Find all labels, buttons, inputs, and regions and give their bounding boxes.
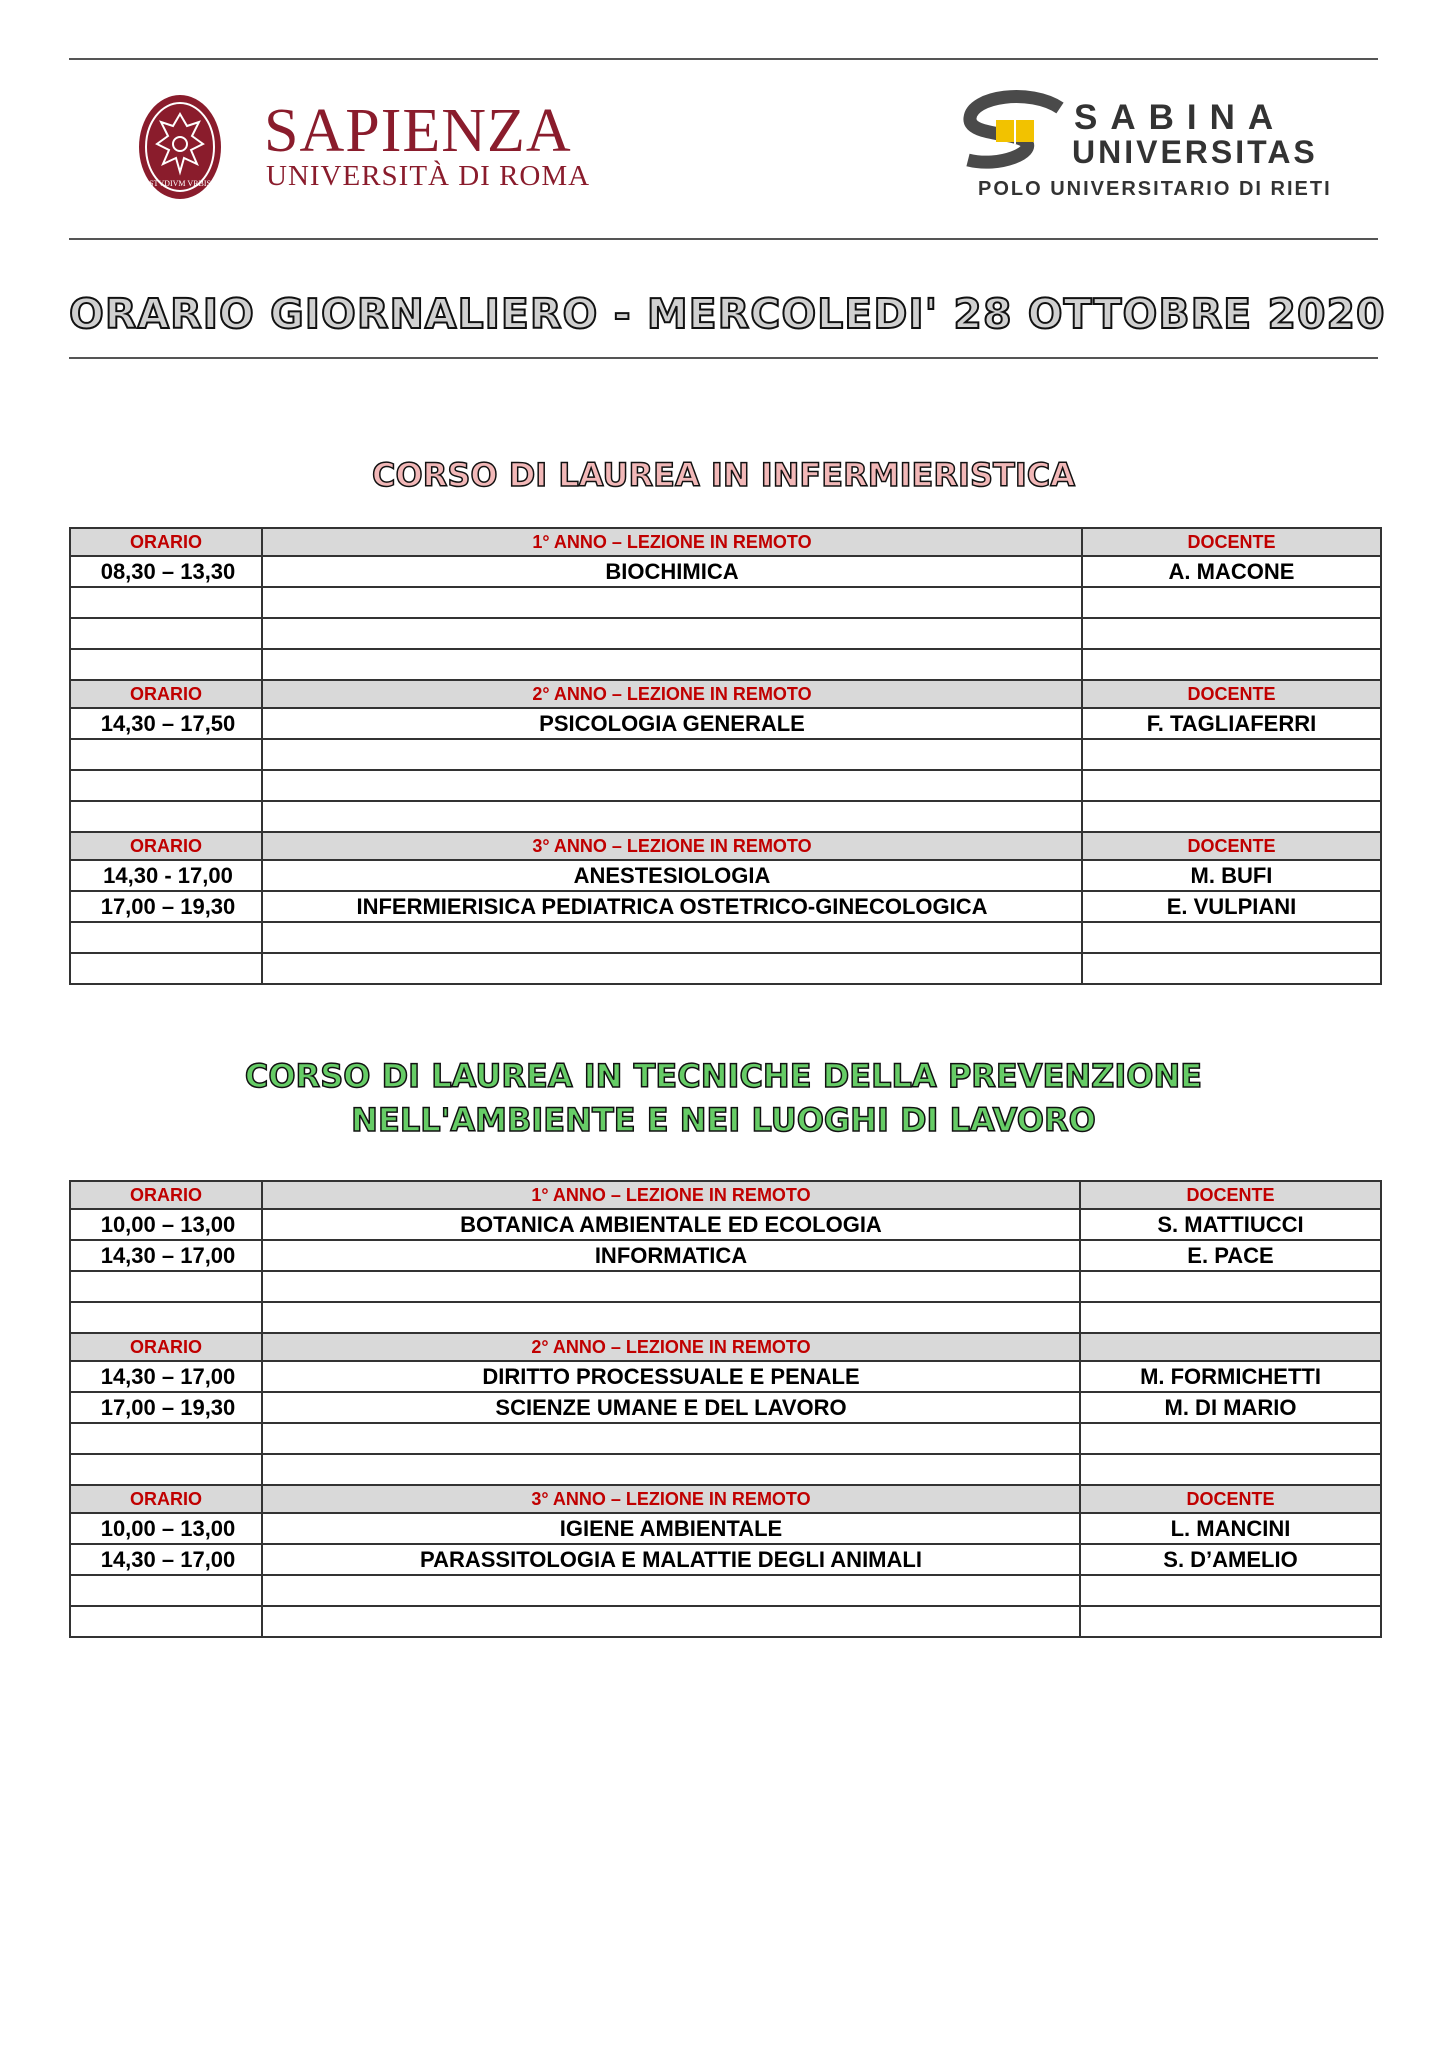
course2-title-line1: CORSO DI LAUREA IN TECNICHE DELLA PREVENZIONE <box>244 1057 1203 1095</box>
year-header: 1° ANNO – LEZIONE IN REMOTO <box>262 1181 1080 1209</box>
time-header: ORARIO <box>70 528 262 556</box>
table-row <box>70 891 1381 922</box>
time-cell: 10,00 – 13,00 <box>70 1513 262 1544</box>
time-cell: 14,30 – 17,50 <box>70 708 262 739</box>
table-row <box>70 770 1381 801</box>
teacher-cell <box>1080 1302 1381 1333</box>
time-cell: 17,00 – 19,30 <box>70 1392 262 1423</box>
teacher-cell: A. MACONE <box>1082 556 1381 587</box>
year-header: 3° ANNO – LEZIONE IN REMOTO <box>262 832 1082 860</box>
table-header-row <box>70 680 1381 708</box>
teacher-cell: M. FORMICHETTI <box>1080 1361 1381 1392</box>
time-cell: 08,30 – 13,30 <box>70 556 262 587</box>
sapienza-seal-icon <box>137 92 223 202</box>
time-cell <box>70 801 262 832</box>
teacher-cell <box>1080 1423 1381 1454</box>
table-row <box>70 1544 1381 1575</box>
time-cell <box>70 922 262 953</box>
subject-cell <box>262 1454 1080 1485</box>
table-header-row <box>70 1333 1381 1361</box>
subject-cell <box>262 801 1082 832</box>
teacher-header: DOCENTE <box>1082 528 1381 556</box>
subject-cell <box>262 649 1082 680</box>
sabina-book-icon <box>960 92 1070 172</box>
time-cell: 10,00 – 13,00 <box>70 1209 262 1240</box>
table-row <box>70 739 1381 770</box>
table-row <box>70 1361 1381 1392</box>
teacher-header <box>1080 1333 1381 1361</box>
teacher-cell <box>1080 1271 1381 1302</box>
header-divider <box>69 238 1378 240</box>
sabina-logo <box>960 92 1380 212</box>
teacher-cell: S. MATTIUCCI <box>1080 1209 1381 1240</box>
teacher-cell: E. VULPIANI <box>1082 891 1381 922</box>
table-row <box>70 1454 1381 1485</box>
course2-title-line2: NELL'AMBIENTE E NEI LUOGHI DI LAVORO <box>351 1101 1096 1139</box>
subject-cell <box>262 1302 1080 1333</box>
time-cell <box>70 1454 262 1485</box>
sabina-subtitle: UNIVERSITAS <box>1072 134 1318 170</box>
time-header: ORARIO <box>70 1181 262 1209</box>
time-header: ORARIO <box>70 680 262 708</box>
teacher-cell <box>1080 1575 1381 1606</box>
teacher-cell <box>1082 649 1381 680</box>
time-cell <box>70 1423 262 1454</box>
subject-cell: PSICOLOGIA GENERALE <box>262 708 1082 739</box>
time-cell: 14,30 – 17,00 <box>70 1544 262 1575</box>
table-row <box>70 801 1381 832</box>
course2-title <box>69 1054 1378 1142</box>
teacher-cell: S. D’AMELIO <box>1080 1544 1381 1575</box>
subject-cell <box>262 1575 1080 1606</box>
teacher-cell <box>1082 739 1381 770</box>
table-header-row <box>70 832 1381 860</box>
table-row <box>70 618 1381 649</box>
svg-text:STVDIVM VRBIS: STVDIVM VRBIS <box>149 179 211 188</box>
page-title: ORARIO GIORNALIERO - MERCOLEDI' 28 OTTOBRE 2020 <box>69 290 1386 338</box>
table-row <box>70 1271 1381 1302</box>
time-cell: 17,00 – 19,30 <box>70 891 262 922</box>
subject-cell <box>262 739 1082 770</box>
table-header-row <box>70 1181 1381 1209</box>
sapienza-name: SAPIENZA <box>264 97 572 165</box>
teacher-header: DOCENTE <box>1080 1485 1381 1513</box>
table-row <box>70 1392 1381 1423</box>
time-cell <box>70 1271 262 1302</box>
subject-cell: BIOCHIMICA <box>262 556 1082 587</box>
time-cell <box>70 770 262 801</box>
year-header: 2° ANNO – LEZIONE IN REMOTO <box>262 680 1082 708</box>
year-header: 1° ANNO – LEZIONE IN REMOTO <box>262 528 1082 556</box>
table-row <box>70 649 1381 680</box>
time-cell <box>70 1575 262 1606</box>
teacher-cell <box>1082 587 1381 618</box>
subject-cell: DIRITTO PROCESSUALE E PENALE <box>262 1361 1080 1392</box>
teacher-cell: L. MANCINI <box>1080 1513 1381 1544</box>
subject-cell <box>262 953 1082 984</box>
teacher-cell: E. PACE <box>1080 1240 1381 1271</box>
year-header: 3° ANNO – LEZIONE IN REMOTO <box>262 1485 1080 1513</box>
time-cell <box>70 1302 262 1333</box>
teacher-cell <box>1080 1606 1381 1637</box>
teacher-cell: M. BUFI <box>1082 860 1381 891</box>
time-cell <box>70 649 262 680</box>
subject-cell <box>262 922 1082 953</box>
table-row <box>70 1209 1381 1240</box>
time-cell: 14,30 – 17,00 <box>70 1240 262 1271</box>
teacher-cell: M. DI MARIO <box>1080 1392 1381 1423</box>
subject-cell <box>262 1423 1080 1454</box>
time-cell <box>70 739 262 770</box>
sapienza-subtitle: UNIVERSITÀ DI ROMA <box>266 160 591 192</box>
time-header: ORARIO <box>70 832 262 860</box>
course1-schedule-table <box>69 527 1382 985</box>
teacher-cell <box>1080 1454 1381 1485</box>
table-row <box>70 922 1381 953</box>
table-row <box>70 1513 1381 1544</box>
time-cell <box>70 587 262 618</box>
subject-cell: BOTANICA AMBIENTALE ED ECOLOGIA <box>262 1209 1080 1240</box>
subject-cell: IGIENE AMBIENTALE <box>262 1513 1080 1544</box>
teacher-header: DOCENTE <box>1082 832 1381 860</box>
title-divider <box>69 357 1378 359</box>
table-row <box>70 587 1381 618</box>
course1-title: CORSO DI LAUREA IN INFERMIERISTICA <box>372 456 1075 494</box>
sabina-tagline: POLO UNIVERSITARIO DI RIETI <box>978 178 1332 200</box>
table-header-row <box>70 1485 1381 1513</box>
subject-cell <box>262 1606 1080 1637</box>
teacher-cell <box>1082 922 1381 953</box>
year-header: 2° ANNO – LEZIONE IN REMOTO <box>262 1333 1080 1361</box>
table-row <box>70 556 1381 587</box>
subject-cell <box>262 618 1082 649</box>
sabina-name: SABINA <box>1074 98 1287 137</box>
table-header-row <box>70 528 1381 556</box>
teacher-header: DOCENTE <box>1082 680 1381 708</box>
subject-cell: PARASSITOLOGIA E MALATTIE DEGLI ANIMALI <box>262 1544 1080 1575</box>
time-cell: 14,30 - 17,00 <box>70 860 262 891</box>
subject-cell <box>262 1271 1080 1302</box>
teacher-cell <box>1082 770 1381 801</box>
time-cell: 14,30 – 17,00 <box>70 1361 262 1392</box>
table-row <box>70 1423 1381 1454</box>
table-row <box>70 708 1381 739</box>
table-row <box>70 1606 1381 1637</box>
course2-schedule-table <box>69 1180 1382 1638</box>
sapienza-logo <box>137 90 591 210</box>
time-header: ORARIO <box>70 1333 262 1361</box>
subject-cell <box>262 770 1082 801</box>
table-row <box>70 1240 1381 1271</box>
time-cell <box>70 618 262 649</box>
subject-cell: INFORMATICA <box>262 1240 1080 1271</box>
subject-cell: ANESTESIOLOGIA <box>262 860 1082 891</box>
teacher-cell <box>1082 953 1381 984</box>
top-divider <box>69 58 1378 60</box>
subject-cell <box>262 587 1082 618</box>
table-row <box>70 860 1381 891</box>
table-row <box>70 1302 1381 1333</box>
teacher-header: DOCENTE <box>1080 1181 1381 1209</box>
teacher-cell: F. TAGLIAFERRI <box>1082 708 1381 739</box>
time-cell <box>70 953 262 984</box>
table-row <box>70 1575 1381 1606</box>
time-header: ORARIO <box>70 1485 262 1513</box>
subject-cell: SCIENZE UMANE E DEL LAVORO <box>262 1392 1080 1423</box>
teacher-cell <box>1082 618 1381 649</box>
table-row <box>70 953 1381 984</box>
time-cell <box>70 1606 262 1637</box>
teacher-cell <box>1082 801 1381 832</box>
subject-cell: INFERMIERISICA PEDIATRICA OSTETRICO-GINECOLOGICA <box>262 891 1082 922</box>
